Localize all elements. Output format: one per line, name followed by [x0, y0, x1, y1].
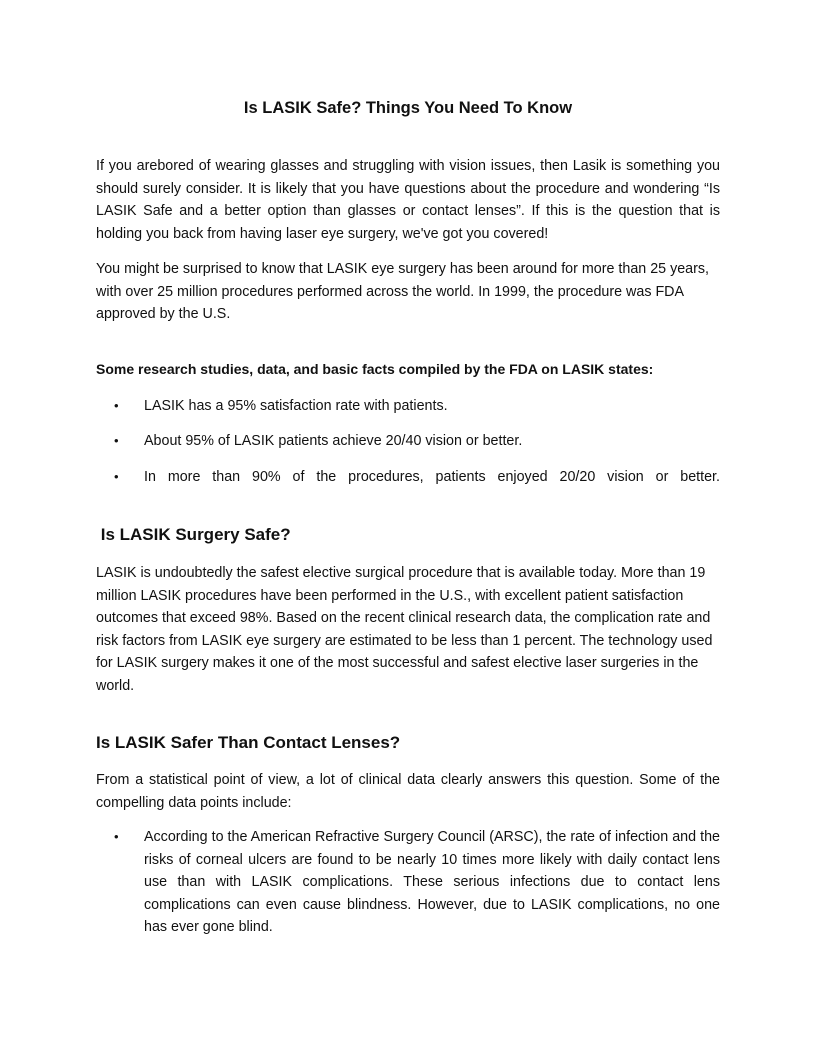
contact-lens-fact-text: According to the American Refractive Surgery Council (ARSC), the rate of infection and the risks of corneal ulcers are found to be nearly 10 times more likely with daily contact lens use than with LASIK complications. These serious infections due to contact lens complications can even cause blindness. However, due to LASIK complications, no one has ever gone blind.	[144, 829, 720, 935]
facts-lead-text: Some research studies, data, and basic facts compiled by the FDA on LASIK states:	[96, 361, 654, 377]
contact-lens-fact-item	[114, 826, 720, 939]
fact-item-text: LASIK has a 95% satisfaction rate with patients.	[144, 398, 448, 414]
bullet-icon: •	[114, 469, 119, 484]
fact-item-2	[114, 430, 720, 453]
section-surgery-safe-body: LASIK is undoubtedly the safest elective surgical procedure that is available today. More than 19 million LASIK procedures have been performed in the U.S., with excellent patient satisfaction outcomes that exceed 98%. Based on the recent clinical research data, the complication rate and risk factors from LASIK eye surgery are estimated to be less than 1 percent. The technology used for LASIK surgery makes it one of the most successful and safest elective laser surgeries in the world.	[96, 565, 713, 694]
fact-item-text: In more than 90% of the procedures, patients enjoyed 20/20 vision or better.	[144, 469, 720, 485]
fact-item-3	[114, 466, 720, 489]
intro-paragraph-1: If you arebored of wearing glasses and struggling with vision issues, then Lasik is something you should surely consider. It is likely that you have questions about the procedure and wondering “Is LASIK Safe and a better option than glasses or contact lenses”. If this is the question that is holding you back from having laser eye surgery, we've got you covered!	[96, 158, 720, 242]
section-contact-lenses-body: From a statistical point of view, a lot of clinical data clearly answers this question. Some of the compelling data points include:	[96, 772, 720, 811]
section-heading-contact-lenses: Is LASIK Safer Than Contact Lenses?	[96, 733, 401, 752]
bullet-icon: •	[114, 433, 119, 448]
fact-item-text: About 95% of LASIK patients achieve 20/40 vision or better.	[144, 433, 523, 449]
section-heading-surgery-safe: Is LASIK Surgery Safe?	[96, 525, 291, 544]
bullet-icon: •	[114, 829, 119, 844]
fact-item-1	[114, 395, 720, 418]
intro-paragraph-2: You might be surprised to know that LASIK eye surgery has been around for more than 25 years, with over 25 million procedures performed across the world. In 1999, the procedure was FDA approved by the U.S.	[96, 261, 710, 322]
page-title: Is LASIK Safe? Things You Need To Know	[243, 99, 573, 117]
bullet-icon: •	[114, 398, 119, 413]
